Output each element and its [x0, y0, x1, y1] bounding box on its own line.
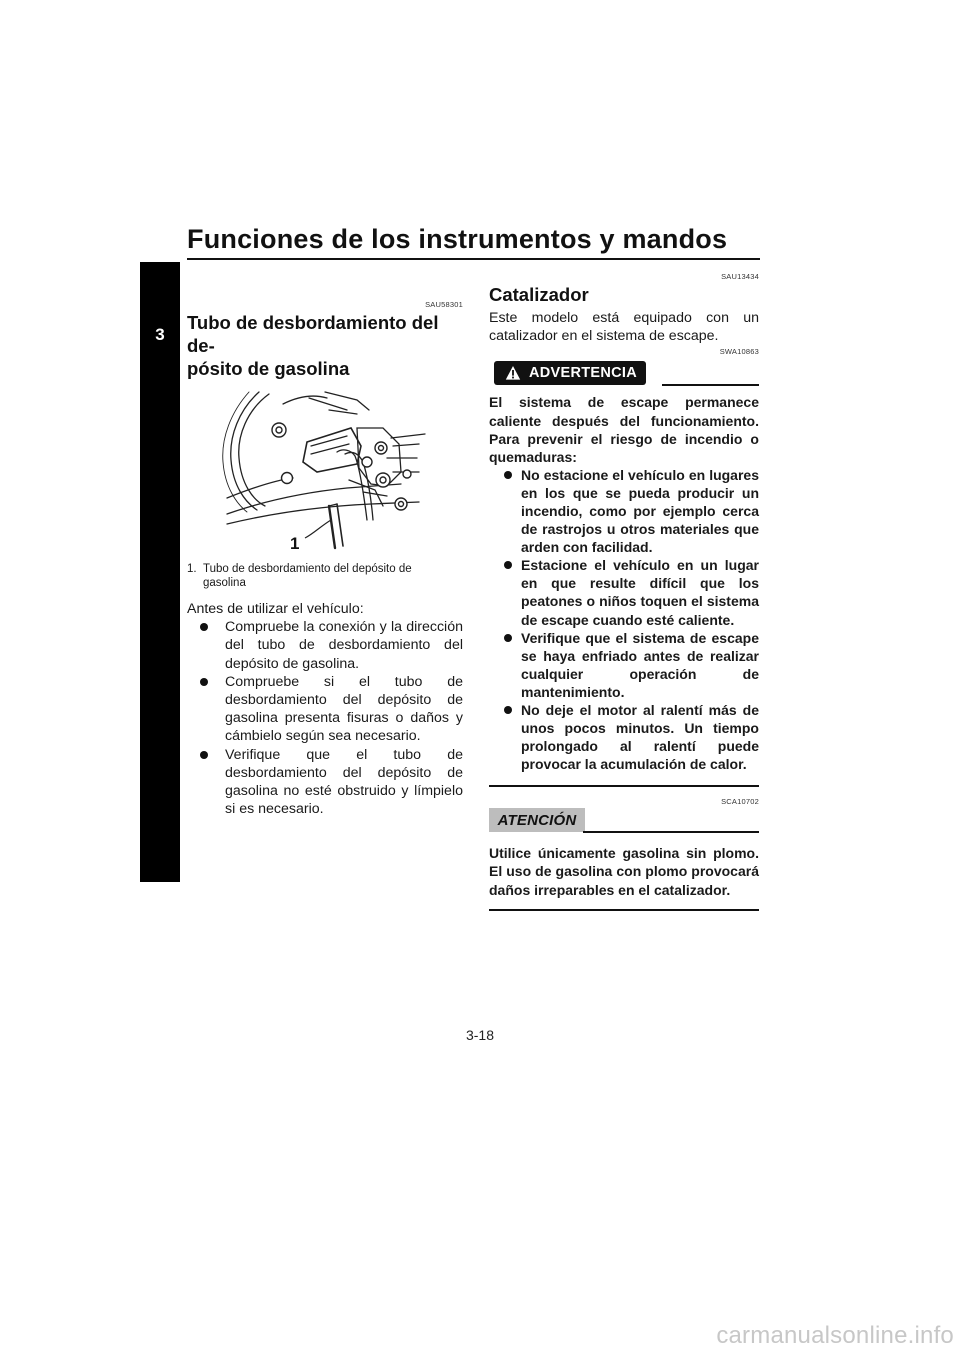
page-header — [187, 224, 760, 260]
chapter-number: 3 — [155, 325, 165, 344]
warning-header — [489, 361, 759, 385]
warning-badge — [494, 361, 646, 385]
warning-end-rule — [489, 785, 759, 787]
caution-text: Utilice únicamente gasolina sin plomo. El uso de gasolina con plomo provocará daños irreparables en el catalizador. — [489, 845, 759, 898]
overflow-hose-drawing — [187, 388, 463, 558]
watermark: carmanualsonline.info — [716, 1322, 954, 1349]
warning-triangle-icon — [505, 365, 521, 381]
figure-caption — [187, 562, 463, 590]
list-item-text: No estacione el vehículo en lugares en los que se pueda producir un incendio, como por ejemplo cerca de rastrojos u otros materiales que arden con facilidad. — [521, 466, 759, 556]
bullet-icon — [504, 471, 512, 479]
list-item-text: No deje el motor al ralentí más de unos pocos minutos. Un tiempo prolongado al ralentí puede provocar la acumulación de calor. — [521, 702, 759, 773]
right-column — [489, 272, 759, 911]
caution-header — [489, 808, 759, 832]
list-item — [187, 673, 463, 746]
list-item — [489, 701, 759, 773]
caution-badge: ATENCIÓN — [489, 808, 585, 832]
caution-code: SCA10702 — [721, 797, 759, 807]
caution-rule — [583, 831, 759, 833]
warning-code: SWA10863 — [719, 347, 759, 357]
figure-callout-1: 1 — [290, 534, 300, 553]
list-item-text: Compruebe la conexión y la dirección del tubo de desbordamiento del depósito de gasolina. — [225, 619, 463, 672]
bullet-list — [187, 618, 463, 818]
overflow-hose-illustration — [187, 388, 463, 558]
list-item — [187, 746, 463, 819]
warning-rule — [662, 384, 759, 386]
intro-text: Antes de utilizar el vehículo: — [187, 601, 364, 617]
caption-index: 1. — [187, 563, 197, 575]
list-item-text: Verifique que el sistema de escape se haya enfriado antes de realizar cualquier operación de mantenimiento. — [521, 629, 759, 700]
catalyst-intro: Este modelo está equipado con un catalizador en el sistema de escape. — [489, 310, 759, 345]
section-title-catalyst: Catalizador — [489, 284, 589, 305]
warning-text: El sistema de escape permanece caliente después del funcionamiento. Para prevenir el riesgo de incendio o quemaduras: — [489, 394, 759, 465]
bullet-icon — [200, 751, 208, 759]
bullet-icon — [200, 678, 208, 686]
section-title-line: pósito de gasolina — [187, 358, 350, 379]
warning-bullet-list — [489, 466, 759, 774]
caution-end-rule — [489, 909, 759, 911]
section-title-line: Tubo de desbordamiento del de- — [187, 312, 439, 356]
bullet-icon — [504, 561, 512, 569]
left-column — [187, 300, 463, 818]
list-item-text: Verifique que el tubo de desbordamiento del depósito de gasolina no esté obstruido y límpielo si es necesario. — [225, 746, 463, 818]
list-item-text: Estacione el vehículo en un lugar en que resulte difícil que los peatones o niños toquen el sistema de escape cuando esté caliente. — [521, 557, 759, 628]
list-item — [489, 629, 759, 701]
list-item-text: Compruebe si el tubo de desbordamiento del depósito de gasolina presenta fisuras o daños y cámbielo según sea necesario. — [225, 673, 463, 745]
bullet-icon — [504, 706, 512, 714]
section-title-fuel-overflow — [187, 311, 463, 380]
section-code: SAU13434 — [721, 272, 759, 281]
page-title: Funciones de los instrumentos y mandos — [187, 224, 728, 254]
chapter-tab — [140, 262, 180, 882]
caption-text: gasolina — [203, 577, 246, 589]
list-item — [489, 466, 759, 556]
warning-label: ADVERTENCIA — [529, 365, 638, 382]
list-item — [489, 556, 759, 628]
page-number: 3-18 — [465, 1027, 495, 1043]
list-item — [187, 618, 463, 673]
section-code: SAU58301 — [425, 300, 463, 309]
bullet-icon — [504, 634, 512, 642]
caption-text: Tubo de desbordamiento del depósito de — [203, 563, 412, 575]
bullet-icon — [200, 623, 208, 631]
